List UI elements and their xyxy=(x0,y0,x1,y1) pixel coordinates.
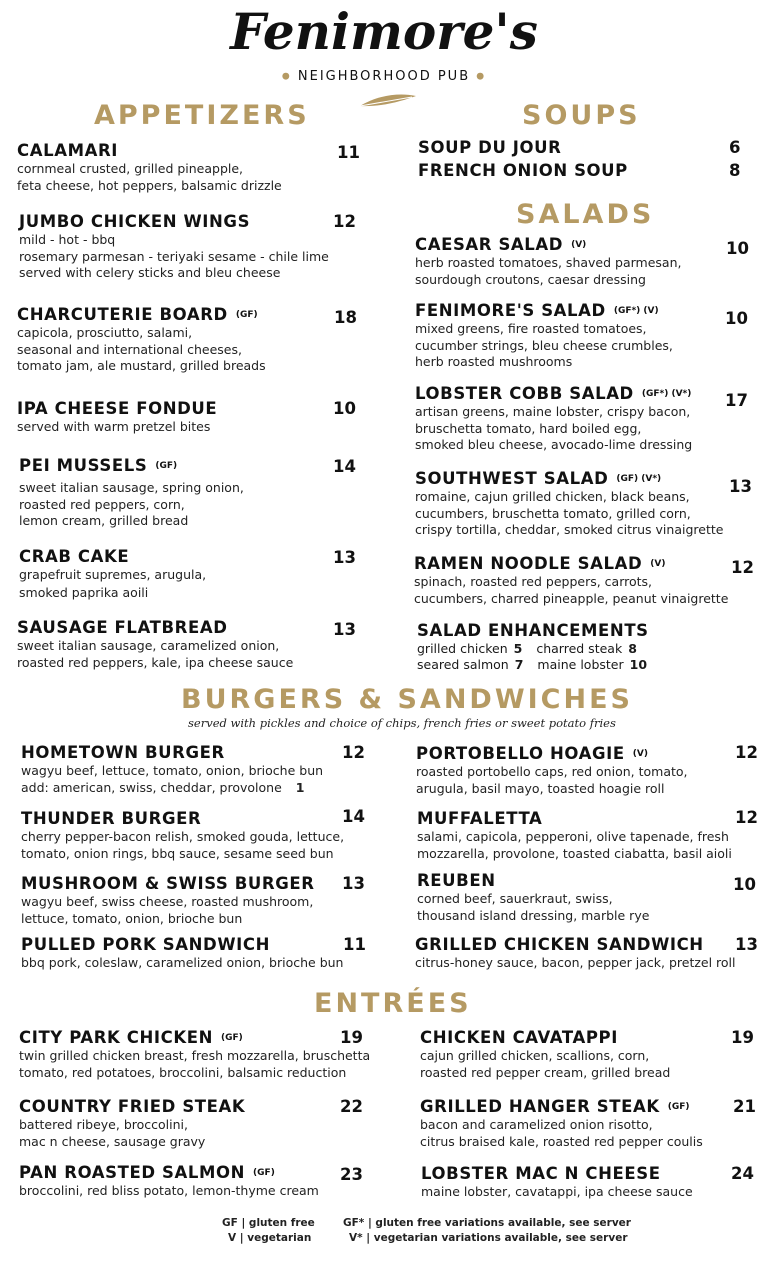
menu-item-reuben xyxy=(417,871,649,924)
item-desc: tomato, red potatoes, broccolini, balsamic reduction xyxy=(19,1064,347,1080)
dietary-tag: (GF) xyxy=(253,1168,275,1178)
menu-item-crab-cake xyxy=(19,547,206,601)
enhancement-label: charred steak xyxy=(536,641,623,656)
item-name: SOUP DU JOUR xyxy=(418,138,562,157)
menu-item-southwest-salad xyxy=(415,469,723,539)
menu-item-ipa-cheese-fondue xyxy=(17,399,217,436)
item-name: GRILLED CHICKEN SANDWICH xyxy=(415,935,704,954)
item-desc: maine lobster, cavatappi, ipa cheese sauce xyxy=(421,1184,693,1199)
item-name: SAUSAGE FLATBREAD xyxy=(17,618,228,637)
item-price: 11 xyxy=(337,143,360,162)
menu-item-chicken-cavatappi xyxy=(420,1028,670,1081)
menu-item-grilled-chicken-sandwich xyxy=(415,935,736,972)
burgers-title: BURGERS & SANDWICHES xyxy=(181,684,633,715)
menu-item-sausage-flatbread xyxy=(17,618,293,671)
enhancements-title: SALAD ENHANCEMENTS xyxy=(417,621,649,640)
legend-gf: GF | gluten free xyxy=(222,1217,315,1229)
salads-title: SALADS xyxy=(516,199,655,230)
item-price: 14 xyxy=(342,807,365,826)
menu-item-hometown-burger xyxy=(21,743,323,796)
enhancement-price: 7 xyxy=(514,657,524,672)
item-name: FRENCH ONION SOUP xyxy=(418,161,628,180)
feather-icon xyxy=(358,92,418,110)
item-price: 18 xyxy=(334,308,357,327)
item-name: LOBSTER COBB SALAD xyxy=(415,384,634,403)
bullet-icon: ● xyxy=(281,71,292,82)
menu-item-soup-du-jour xyxy=(418,138,561,158)
salad-enhancements xyxy=(417,621,649,673)
dietary-tag: (V) xyxy=(632,749,648,759)
item-desc: salami, capicola, pepperoni, olive tapenade, fresh xyxy=(417,829,729,844)
item-price: 12 xyxy=(342,743,365,762)
item-desc: cucumber strings, bleu cheese crumbles, xyxy=(415,337,673,353)
menu-item-grilled-hanger-steak xyxy=(420,1097,703,1150)
legend-v-star: V* | vegetarian variations available, see server xyxy=(349,1232,628,1244)
item-price: 11 xyxy=(343,935,366,954)
dietary-tag: (GF) xyxy=(667,1102,690,1112)
menu-item-muffaletta xyxy=(417,809,732,862)
menu-item-city-park-chicken xyxy=(19,1028,370,1081)
menu-item-fenimores-salad xyxy=(415,301,673,371)
tagline-text: NEIGHBORHOOD PUB xyxy=(297,69,471,84)
item-price: 22 xyxy=(340,1097,363,1116)
item-desc: lettuce, tomato, onion, brioche bun xyxy=(21,910,243,926)
menu-item-mushroom-swiss-burger xyxy=(21,874,315,927)
item-desc: wagyu beef, swiss cheese, roasted mushroom, xyxy=(21,894,314,909)
item-name: PEI MUSSELS xyxy=(19,456,148,475)
item-price: 17 xyxy=(725,391,748,410)
enhancement-label: seared salmon xyxy=(417,657,509,672)
item-desc: bruschetta tomato, hard boiled egg, xyxy=(415,420,642,436)
item-desc: rosemary parmesan - teriyaki sesame - chile lime xyxy=(19,248,329,264)
item-desc: mac n cheese, sausage gravy xyxy=(19,1133,206,1149)
dietary-tag: (GF) (V*) xyxy=(616,474,662,484)
soups-title: SOUPS xyxy=(522,100,641,131)
item-desc: roasted red peppers, corn, xyxy=(19,496,185,512)
menu-item-french-onion-soup xyxy=(418,161,628,181)
item-price: 8 xyxy=(729,161,741,180)
menu-item-jumbo-chicken-wings xyxy=(19,212,329,282)
dietary-tag: (V) xyxy=(571,240,587,250)
item-desc: spinach, roasted red peppers, carrots, xyxy=(414,574,653,589)
dietary-tag: (GF) xyxy=(155,461,178,471)
item-desc: mixed greens, fire roasted tomatoes, xyxy=(415,321,647,336)
item-name: PULLED PORK SANDWICH xyxy=(21,935,271,954)
item-desc: cucumbers, bruschetta tomato, grilled corn, xyxy=(415,505,691,521)
item-desc: served with celery sticks and bleu cheese xyxy=(19,265,281,280)
item-price: 12 xyxy=(735,743,758,762)
menu-item-calamari xyxy=(17,141,282,194)
item-price: 21 xyxy=(733,1097,756,1116)
item-desc: herb roasted tomatoes, shaved parmesan, xyxy=(415,255,682,270)
item-desc: sweet italian sausage, spring onion, xyxy=(19,480,244,495)
item-price: 12 xyxy=(333,212,356,231)
item-name: THUNDER BURGER xyxy=(21,809,202,828)
enhancement-price: 8 xyxy=(628,641,637,656)
menu-item-thunder-burger xyxy=(21,809,344,862)
item-name: PAN ROASTED SALMON xyxy=(19,1163,246,1182)
dietary-tag: (GF*) (V) xyxy=(613,306,659,316)
item-desc: mild - hot - bbq xyxy=(19,232,116,247)
menu-item-pei-mussels xyxy=(19,456,244,530)
item-desc: served with warm pretzel bites xyxy=(17,419,211,434)
legend-right xyxy=(343,1216,631,1246)
item-price: 13 xyxy=(333,548,356,567)
item-name: SOUTHWEST SALAD xyxy=(415,469,609,488)
item-price: 13 xyxy=(342,874,365,893)
menu-item-caesar-salad xyxy=(415,235,681,288)
legend-v: V | vegetarian xyxy=(228,1232,312,1244)
item-desc: wagyu beef, lettuce, tomato, onion, brioche bun xyxy=(21,763,324,778)
item-price: 10 xyxy=(725,309,748,328)
item-price: 10 xyxy=(733,875,756,894)
dietary-tag: (GF*) (V*) xyxy=(641,389,692,399)
item-desc: tomato jam, ale mustard, grilled breads xyxy=(17,358,266,373)
item-price: 13 xyxy=(735,935,758,954)
enhancement-label: grilled chicken xyxy=(417,641,508,656)
item-desc: sourdough croutons, caesar dressing xyxy=(415,271,646,287)
item-name: COUNTRY FRIED STEAK xyxy=(19,1097,246,1116)
item-desc: feta cheese, hot peppers, balsamic drizzle xyxy=(17,177,282,193)
item-desc: battered ribeye, broccolini, xyxy=(19,1117,188,1132)
item-desc: bacon and caramelized onion risotto, xyxy=(420,1117,653,1132)
item-price: 10 xyxy=(726,239,749,258)
menu-item-lobster-cobb-salad xyxy=(415,384,692,454)
item-desc: artisan greens, maine lobster, crispy bacon, xyxy=(415,404,691,419)
item-desc: roasted red peppers, kale, ipa cheese sauce xyxy=(17,654,294,670)
item-name: CHARCUTERIE BOARD xyxy=(17,305,228,324)
item-price: 13 xyxy=(333,620,356,639)
item-name: HOMETOWN BURGER xyxy=(21,743,225,762)
dietary-tag: (GF) xyxy=(235,310,258,320)
item-desc: roasted portobello caps, red onion, tomato, xyxy=(416,764,688,779)
item-desc: cucumbers, charred pineapple, peanut vinaigrette xyxy=(414,590,729,606)
item-desc: citrus-honey sauce, bacon, pepper jack, pretzel roll xyxy=(415,955,736,970)
bullet-icon: ● xyxy=(476,71,487,82)
item-desc: tomato, onion rings, bbq sauce, sesame seed bun xyxy=(21,845,334,861)
item-name: RAMEN NOODLE SALAD xyxy=(414,554,643,573)
menu-item-pulled-pork-sandwich xyxy=(21,935,343,972)
item-name: PORTOBELLO HOAGIE xyxy=(416,744,625,763)
item-price: 13 xyxy=(729,477,752,496)
dietary-tag: (V) xyxy=(650,559,666,569)
item-name: REUBEN xyxy=(417,871,496,890)
item-price: 6 xyxy=(729,138,741,157)
item-name: CALAMARI xyxy=(17,141,118,160)
item-name: LOBSTER MAC N CHEESE xyxy=(421,1164,661,1183)
item-price: 23 xyxy=(340,1165,363,1184)
legend-gf-star: GF* | gluten free variations available, see server xyxy=(343,1217,631,1229)
restaurant-logo: Fenimore's xyxy=(230,2,538,61)
item-desc: thousand island dressing, marble rye xyxy=(417,907,650,923)
addon-price: 1 xyxy=(295,779,305,795)
burgers-subtitle: served with pickles and choice of chips, french fries or sweet potato fries xyxy=(188,716,616,730)
item-name: MUSHROOM & SWISS BURGER xyxy=(21,874,315,893)
item-desc: seasonal and international cheeses, xyxy=(17,341,242,357)
item-desc: roasted red pepper cream, grilled bread xyxy=(420,1064,671,1080)
item-price: 19 xyxy=(731,1028,754,1047)
item-desc: broccolini, red bliss potato, lemon-thyme cream xyxy=(19,1183,319,1198)
item-desc: arugula, basil mayo, toasted hoagie roll xyxy=(416,780,665,796)
menu-item-portobello-hoagie xyxy=(416,744,688,797)
item-price: 19 xyxy=(340,1028,363,1047)
item-name: CITY PARK CHICKEN xyxy=(19,1028,214,1047)
item-addon: add: american, swiss, cheddar, provolone xyxy=(21,779,282,795)
menu-item-lobster-mac-n-cheese xyxy=(421,1164,693,1201)
item-price: 10 xyxy=(333,399,356,418)
legend-left xyxy=(222,1216,315,1246)
item-desc: romaine, cajun grilled chicken, black beans, xyxy=(415,489,690,504)
item-desc: cornmeal crusted, grilled pineapple, xyxy=(17,161,244,176)
item-desc: sweet italian sausage, caramelized onion, xyxy=(17,638,280,653)
item-desc: smoked bleu cheese, avocado-lime dressing xyxy=(415,437,693,452)
dietary-tag: (GF) xyxy=(221,1033,243,1043)
item-desc: corned beef, sauerkraut, swiss, xyxy=(417,891,613,906)
item-desc: cajun grilled chicken, scallions, corn, xyxy=(420,1048,650,1063)
item-desc: herb roasted mushrooms xyxy=(415,354,573,369)
enhancement-label: maine lobster xyxy=(537,657,624,672)
enhancement-price: 5 xyxy=(513,641,523,656)
item-desc: smoked paprika aoili xyxy=(19,584,149,600)
item-name: CHICKEN CAVATAPPI xyxy=(420,1028,618,1047)
item-desc: bbq pork, coleslaw, caramelized onion, brioche bun xyxy=(21,955,344,970)
item-price: 14 xyxy=(333,457,356,476)
item-name: JUMBO CHICKEN WINGS xyxy=(19,212,251,231)
item-desc: capicola, prosciutto, salami, xyxy=(17,325,193,340)
menu-item-pan-roasted-salmon xyxy=(19,1163,319,1200)
item-desc: lemon cream, grilled bread xyxy=(19,513,189,528)
appetizers-title: APPETIZERS xyxy=(94,100,310,131)
item-desc: grapefruit supremes, arugula, xyxy=(19,567,207,582)
item-name: GRILLED HANGER STEAK xyxy=(420,1097,660,1116)
item-desc: twin grilled chicken breast, fresh mozzarella, bruschetta xyxy=(19,1048,371,1063)
tagline xyxy=(0,69,768,84)
item-desc: citrus braised kale, roasted red pepper coulis xyxy=(420,1133,703,1149)
item-desc: mozzarella, provolone, toasted ciabatta, basil aioli xyxy=(417,845,732,861)
menu-item-ramen-noodle-salad xyxy=(414,554,728,607)
item-name: MUFFALETTA xyxy=(417,809,543,828)
item-price: 24 xyxy=(731,1164,754,1183)
item-desc: cherry pepper-bacon relish, smoked gouda, lettuce, xyxy=(21,829,345,844)
item-price: 12 xyxy=(735,808,758,827)
menu-item-charcuterie-board xyxy=(17,305,266,375)
item-name: CAESAR SALAD xyxy=(415,235,564,254)
item-name: IPA CHEESE FONDUE xyxy=(17,399,218,418)
item-price: 12 xyxy=(731,558,754,577)
entrees-title: ENTRÉES xyxy=(314,988,472,1019)
item-name: FENIMORE'S SALAD xyxy=(415,301,606,320)
menu-item-country-fried-steak xyxy=(19,1097,245,1150)
item-name: CRAB CAKE xyxy=(19,547,130,566)
enhancement-price: 10 xyxy=(629,657,648,672)
item-desc: crispy tortilla, cheddar, smoked citrus vinaigrette xyxy=(415,522,724,537)
